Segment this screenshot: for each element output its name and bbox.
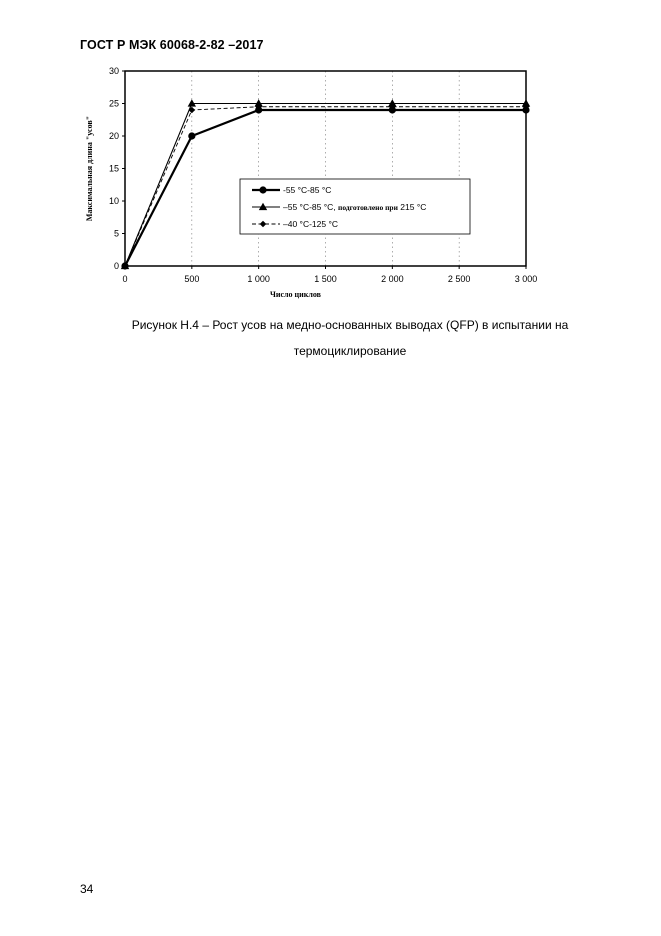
y-axis-title: Максимальная длина "усов" — [85, 115, 94, 222]
legend-entry-part: 215 °C — [397, 202, 427, 212]
document-header: ГОСТ Р МЭК 60068-2-82 –2017 — [80, 38, 264, 52]
legend-entry-1: -55 °C-85 °C — [283, 185, 332, 195]
whisker-growth-chart — [80, 60, 550, 305]
legend-entry-2 — [283, 202, 426, 212]
x-tick-label: 1 000 — [247, 274, 270, 284]
legend-entry-part: подготовлено при — [338, 203, 398, 212]
caption-line-1: Рисунок Н.4 – Рост усов на медно-основанных выводах (QFP) в испытании на — [131, 318, 569, 332]
y-tick-label: 30 — [108, 66, 119, 76]
legend-entry-part: –55 °C-85 °C, — [283, 202, 338, 212]
y-tick-label: 0 — [113, 261, 119, 271]
legend-swatch-marker — [259, 186, 266, 193]
series-1-point — [389, 106, 396, 113]
x-axis-title: Число циклов — [270, 290, 321, 299]
x-tick-label: 2 500 — [447, 274, 471, 284]
series-1-point — [255, 106, 262, 113]
legend-entry-3: –40 °C-125 °C — [283, 219, 338, 229]
figure-caption — [80, 312, 620, 364]
y-tick-label: 5 — [113, 228, 119, 239]
axis-ticks — [109, 66, 537, 284]
plot-frame — [125, 71, 526, 266]
x-tick-label: 0 — [122, 274, 128, 284]
y-tick-label: 20 — [108, 131, 119, 141]
page-number: 34 — [80, 882, 94, 896]
y-tick-label: 10 — [108, 196, 119, 206]
x-tick-label: 3 000 — [514, 274, 538, 284]
x-tick-label: 1 500 — [314, 274, 337, 284]
grid-lines — [192, 71, 459, 266]
y-tick-label: 15 — [108, 163, 119, 174]
x-tick-label: 2 000 — [381, 274, 404, 284]
caption-line-2: термоциклирование — [293, 344, 407, 358]
y-tick-label: 25 — [108, 98, 119, 109]
series-1-point — [188, 132, 195, 139]
chart-figure — [80, 60, 550, 305]
x-tick-label: 500 — [184, 274, 200, 284]
chart-legend — [240, 179, 470, 234]
